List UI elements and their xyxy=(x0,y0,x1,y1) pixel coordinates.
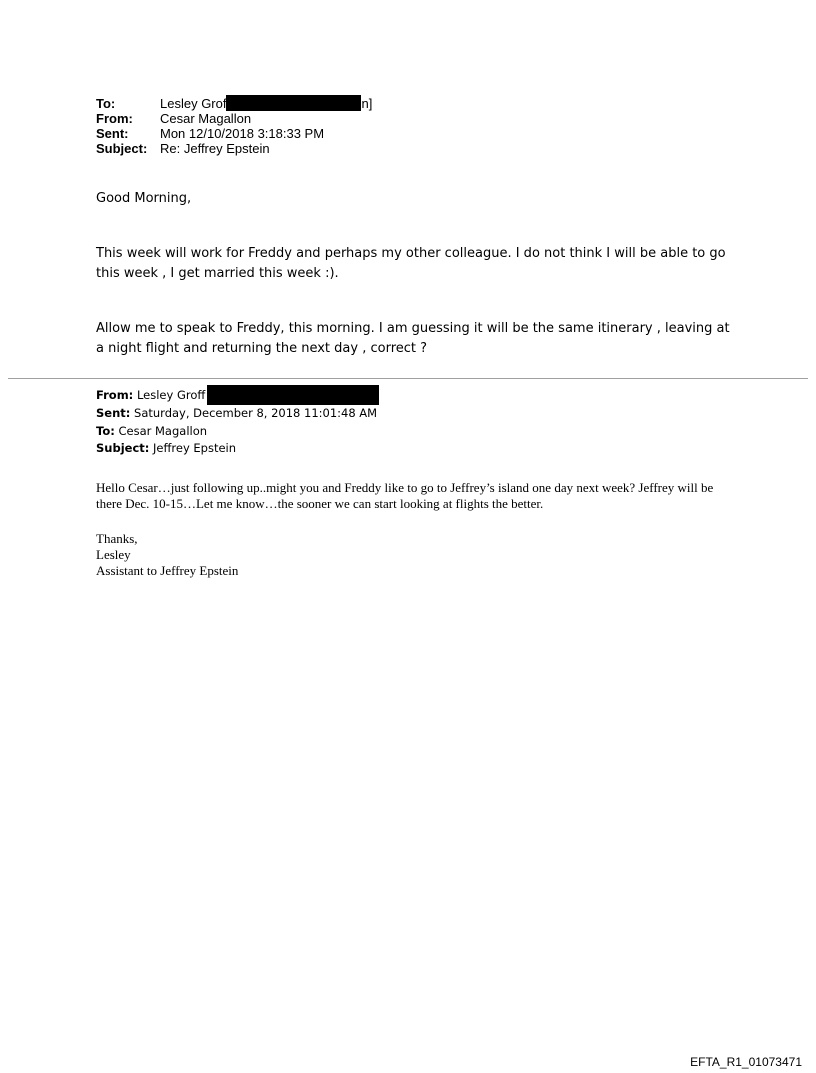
quoted-to-value: Cesar Magallon xyxy=(118,423,208,438)
quoted-signature-name: Lesley xyxy=(96,547,131,562)
quoted-from-value: Lesley Groff xyxy=(136,388,206,402)
to-name-suffix: n] xyxy=(361,96,373,111)
email-paragraph-1: This week will work for Freddy and perhaps my other colleague. I do not think I will be able to go this week , I get married this week :). xyxy=(96,246,726,281)
quoted-to-label: To: xyxy=(96,423,115,438)
subject-value: Re: Jeffrey Epstein xyxy=(160,141,270,156)
sent-value: Mon 12/10/2018 3:18:33 PM xyxy=(160,126,325,141)
to-value xyxy=(160,96,372,111)
quoted-from-label: From: xyxy=(96,388,134,402)
quoted-to-row xyxy=(96,423,379,441)
from-value: Cesar Magallon xyxy=(160,111,252,126)
header-to-row xyxy=(96,96,372,111)
to-label: To: xyxy=(96,96,116,111)
quoted-signature xyxy=(96,531,736,579)
quoted-subject-row xyxy=(96,440,379,458)
quoted-subject-label: Subject: xyxy=(96,441,150,455)
subject-label: Subject: xyxy=(96,141,148,156)
header-from-row xyxy=(96,111,372,126)
email-paragraph-2: Allow me to speak to Freddy, this morning. I am guessing it will be the same itinerary , leaving at a night flight and returning the next day , correct ? xyxy=(96,321,730,356)
quoted-sent-value: Saturday, December 8, 2018 11:01:48 AM xyxy=(134,406,378,420)
sent-label: Sent: xyxy=(96,126,129,141)
email-header xyxy=(96,96,372,156)
quoted-signature-title: Assistant to Jeffrey Epstein xyxy=(96,563,239,578)
quoted-sent-row xyxy=(96,405,379,423)
quoted-subject-value: Jeffrey Epstein xyxy=(153,441,237,455)
header-subject-row xyxy=(96,141,372,156)
header-sent-row xyxy=(96,126,372,141)
redaction-box xyxy=(226,95,361,111)
document-id: EFTA_R1_01073471 xyxy=(690,1055,802,1069)
quoted-sent-label: Sent: xyxy=(96,406,131,420)
email-greeting: Good Morning, xyxy=(96,191,192,206)
redaction-box xyxy=(207,385,379,405)
quoted-from-row xyxy=(96,387,379,405)
quoted-divider xyxy=(8,378,808,379)
to-name: Lesley Grof xyxy=(160,96,227,111)
quoted-message: Hello Cesar…just following up..might you and Freddy like to go to Jeffrey’s island one day next week? Jeffrey will be there Dec. 10-15…Let me know…the sooner we can start looking at flights the better. xyxy=(96,480,714,511)
quoted-signoff: Thanks, xyxy=(96,531,138,546)
from-label: From: xyxy=(96,111,133,126)
quoted-email-header xyxy=(96,387,379,458)
